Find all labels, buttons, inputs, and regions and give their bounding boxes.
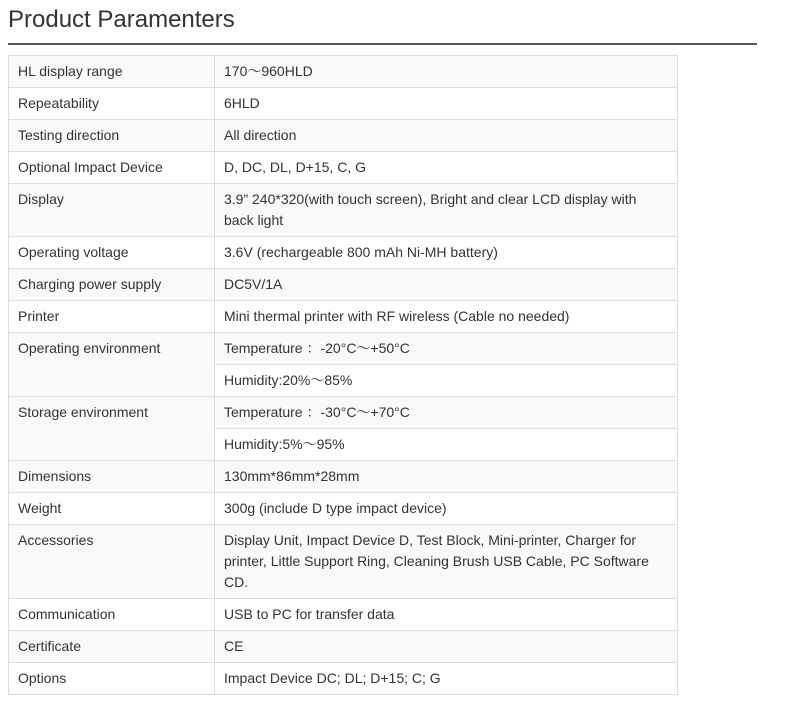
- table-row: [9, 663, 678, 695]
- parameter-label: Repeatability: [9, 88, 215, 120]
- parameter-label: Optional Impact Device: [9, 152, 215, 184]
- parameter-label: Certificate: [9, 631, 215, 663]
- parameter-value: All direction: [215, 120, 678, 152]
- table-row: [9, 525, 678, 599]
- parameter-label: Options: [9, 663, 215, 695]
- parameter-value: D, DC, DL, D+15, C, G: [215, 152, 678, 184]
- parameter-value: USB to PC for transfer data: [215, 599, 678, 631]
- parameter-value: 3.9” 240*320(with touch screen), Bright and clear LCD display with back light: [215, 184, 678, 237]
- table-row: [9, 269, 678, 301]
- table-row: [9, 237, 678, 269]
- table-row: [9, 631, 678, 663]
- parameter-value: CE: [215, 631, 678, 663]
- table-row: [9, 120, 678, 152]
- table-row: [9, 599, 678, 631]
- parameter-value: Temperature ：-30°C～+70°C: [215, 397, 678, 429]
- parameter-label: Operating voltage: [9, 237, 215, 269]
- table-row: [9, 461, 678, 493]
- table-row: [9, 397, 678, 429]
- table-row: [9, 301, 678, 333]
- parameter-label: Testing direction: [9, 120, 215, 152]
- parameter-value: 3.6V (rechargeable 800 mAh Ni-MH battery): [215, 237, 678, 269]
- table-row: [9, 56, 678, 88]
- parameters-table-body: [9, 56, 678, 695]
- parameter-value: 6HLD: [215, 88, 678, 120]
- parameter-label: Weight: [9, 493, 215, 525]
- parameter-label: Dimensions: [9, 461, 215, 493]
- parameter-label: Communication: [9, 599, 215, 631]
- parameter-value: 130mm*86mm*28mm: [215, 461, 678, 493]
- parameter-value: Mini thermal printer with RF wireless (Cable no needed): [215, 301, 678, 333]
- parameter-value: Impact Device DC; DL; D+15; C; G: [215, 663, 678, 695]
- parameter-label: Display: [9, 184, 215, 237]
- parameter-label: HL display range: [9, 56, 215, 88]
- parameter-label: Operating environment: [9, 333, 215, 397]
- table-row: [9, 493, 678, 525]
- table-row: [9, 184, 678, 237]
- parameter-value: DC5V/1A: [215, 269, 678, 301]
- page-title: Product Paramenters: [8, 6, 235, 33]
- table-row: [9, 152, 678, 184]
- parameter-label: Printer: [9, 301, 215, 333]
- parameter-value: Temperature ：-20°C～+50°C: [215, 333, 678, 365]
- parameter-value: Humidity:5%～95%: [215, 429, 678, 461]
- parameter-label: Accessories: [9, 525, 215, 599]
- table-row: [9, 88, 678, 120]
- parameter-value: Humidity:20%～85%: [215, 365, 678, 397]
- product-parameters-table: [8, 55, 678, 695]
- parameter-value: 170～960HLD: [215, 56, 678, 88]
- parameter-label: Charging power supply: [9, 269, 215, 301]
- parameter-value: 300g (include D type impact device): [215, 493, 678, 525]
- table-row: [9, 333, 678, 365]
- parameter-label: Storage environment: [9, 397, 215, 461]
- title-divider: [8, 43, 757, 45]
- parameter-value: Display Unit, Impact Device D, Test Block, Mini-printer, Charger for printer, Little Support Ring, Cleaning Brush USB Cable, PC Software CD.: [215, 525, 678, 599]
